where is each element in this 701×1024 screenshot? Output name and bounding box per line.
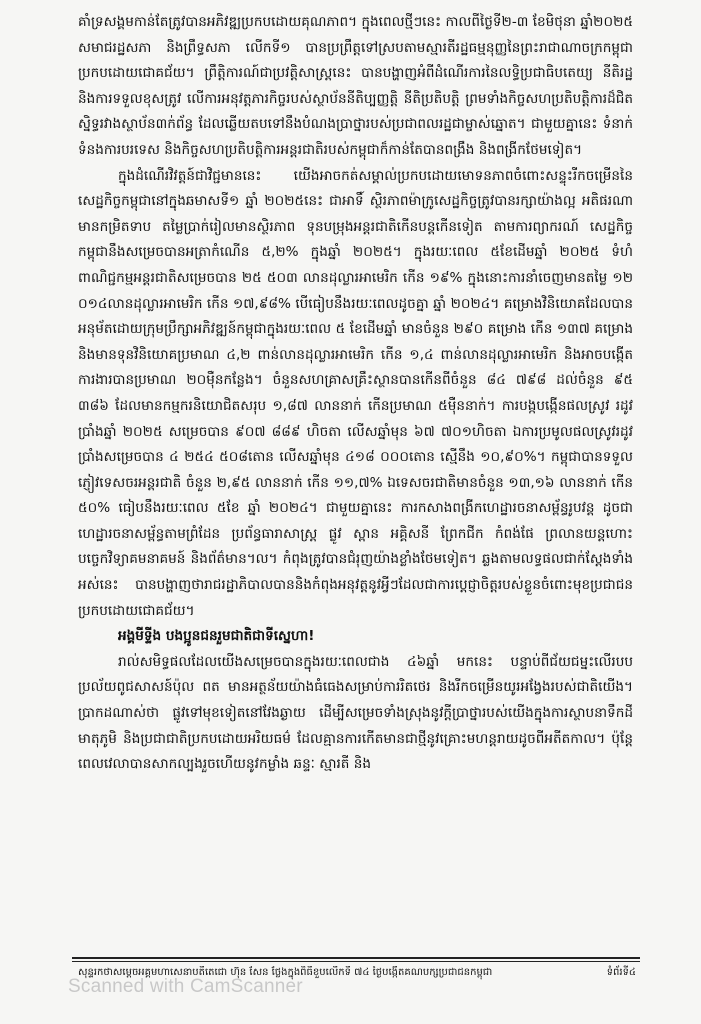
footer-caption: សុន្ទរកថាសម្តេចអគ្គមហាសេនាបតីតេជោ ហ៊ុន សែន ថ្លែងក្នុងពិធីខួបលើកទី ៧៤ ថ្ងៃបង្កើតគណបក្សប្រជាជនកម្ពុជា bbox=[78, 967, 493, 978]
paragraph-2: ក្នុងដំណើរវិវត្តន៍ជាវិជ្ជមាននេះ យើងអាចកត់សម្គាល់ប្រកបដោយមោទនភាពចំពោះសន្ទុះរីកចម្រើននៃសេដ្ឋកិច្ចកម្ពុជានៅក្នុងឆមាសទី១ ឆ្នាំ ២០២៥នេះ ជាអាទិ៍ ស្ថិរភាពម៉ាក្រូសេដ្ឋកិច្ចត្រូវបានរក្សាយ៉ាងល្អ អតិផរណាមានកម្រិតទាប តម្លៃប្រាក់រៀលមានស្ថិរភាព ទុនបម្រុងអន្តរជាតិកើនបន្តកើនទៀត តាមការព្យាករណ៍ សេដ្ឋកិច្ចកម្ពុជានឹងសម្រេចបានអត្រាកំណើន ៥,២% ក្នុងឆ្នាំ ២០២៥។ ក្នុងរយៈពេល ៥ខែដើមឆ្នាំ ២០២៥ ទំហំពាណិជ្ជកម្មអន្តរជាតិសម្រេចបាន ២៥ ៥០៣ លានដុល្លារអាមេរិក កើន ១៩% ក្នុងនោះការនាំចេញមានតម្លៃ ១២ ០១៤លានដុល្លារអាមេរិក កើន ១៧,៩៨% បើធៀបនឹងរយៈពេលដូចគ្នា ឆ្នាំ ២០២៤។ គម្រោងវិនិយោគដែលបានអនុម័តដោយក្រុមប្រឹក្សាអភិវឌ្ឍន៍កម្ពុជាក្នុងរយៈពេល ៥ ខែដើមឆ្នាំ មានចំនួន ២៩០ គម្រោង កើន ១៣៧ គម្រោង និងមានទុនវិនិយោគប្រមាណ ៤,២ ពាន់លានដុល្លារអាមេរិក កើន ១,៤ ពាន់លានដុល្លារអាមេរិក និងអាចបង្កើតការងារបានប្រមាណ ២០ម៉ឺនកន្លែង។ ចំនួនសហគ្រាសគ្រឹះស្ថានបានកើនពីចំនួន ៨៤ ៧៩៨ ដល់ចំនួន ៩៥ ៣៨៦ ដែលមានកម្មករនិយោជិតសរុប ១,៨៧ លាននាក់ កើនប្រមាណ ៥ម៉ឺននាក់។ ការបង្កបង្កើនផលស្រូវ រដូវប្រាំងឆ្នាំ ២០២៥ សម្រេចបាន ៩០៧ ៨៨៩ ហិចតា លើសឆ្នាំមុន ៦៧ ៧០១ហិចតា ឯការប្រមូលផលស្រូវរដូវប្រាំងសម្រេចបាន ៤ ២៥៤ ៥០៨តោន លើសឆ្នាំមុន ៤១៨ ០០០តោន ស្មើនឹង ១០,៩០%។ កម្ពុជាបានទទួលភ្ញៀវទេសចរអន្តរជាតិ ចំនួន ២,៩៥ លាននាក់ កើន ១១,៧% ឯទេសចរជាតិមានចំនួន ១៣,១៦ លាននាក់ កើន ៥០% ធៀបនឹងរយៈពេល ៥ខែ ឆ្នាំ ២០២៤។ ជាមួយគ្នានេះ ការកសាងពង្រីកហេដ្ឋារចនាសម្ព័ន្ធរូបវន្ត ដូចជា ហេដ្ឋារចនាសម្ព័ន្ធតាមព្រំដែន ប្រព័ន្ធធារាសាស្ត្រ ផ្លូវ ស្ពាន អគ្គិសនី ព្រែកជីក កំពង់ផែ ព្រលានយន្តហោះ បច្ចេកវិទ្យាគមនាគមន៍ និងព័ត៌មាន។ល។ កំពុងត្រូវបានជំរុញយ៉ាងខ្លាំងថែមទៀត។ ឆ្លងតាមលទ្ធផលជាក់ស្តែងទាំងអស់នេះ បានបង្ហាញថារាជរដ្ឋាភិបាលបាននិងកំពុងអនុវត្តនូវអ្វីៗដែលជាការប្ដេជ្ញាចិត្តរបស់ខ្លួនចំពោះមុខប្រជាជនប្រកបដោយជោគជ័យ។ bbox=[78, 167, 633, 619]
page-number: ទំព័រទី៤ bbox=[606, 967, 636, 978]
footer-divider bbox=[72, 957, 640, 959]
paragraph-3: រាល់សមិទ្ធផលដែលយើងសម្រេចបានក្នុងរយៈពេលជាង ៤៦ឆ្នាំ មកនេះ បន្ទាប់ពីជ័យជម្នះលើរបបប្រល័យពូជសាសន៍ប៉ុល ពត មានអត្ថន័យយ៉ាងធំធេងសម្រាប់ការរិតថេរ និងរីកចម្រើនយូរអង្វែងរបស់ជាតិយើង។ ប្រាកដណាស់ថា ផ្លូវទៅមុខទៀតនៅវែងឆ្ងាយ ដើម្បីសម្រេចទាំងស្រុងនូវក្តីប្រាថ្នារបស់យើងក្នុងការស្ថាបនាទឹកដីមាតុភូមិ និងប្រជាជាតិប្រកបដោយអរិយធម៌ ដែលគ្មានការកើតមានជាថ្មីនូវគ្រោះមហន្តរាយដូចពីអតីតកាល។ ប៉ុន្តែពេលវេលាបានសាកល្បងរួចហើយនូវកម្លាំង ឆន្ទៈ ស្មារតី និង bbox=[78, 653, 633, 773]
footer-divider-thin bbox=[72, 961, 640, 962]
section-heading: អង្គមីទ្ទីង បងប្អូនជនរួមជាតិជាទីស្នេហា! bbox=[118, 628, 315, 645]
body-text bbox=[78, 10, 633, 778]
paragraph-1: គាំទ្រសង្គមកាន់តែត្រូវបានអភិវឌ្ឍប្រកបដោយគុណភាព។ ក្នុងពេលថ្មីៗនេះ កាលពីថ្ងៃទី២-៣ ខែមិថុនា ឆ្នាំ២០២៥ សមាជរដ្ឋសភា និងព្រឹទ្ធសភា លើកទី១ បានប្រព្រឹត្តទៅស្របតាមស្មារតីរដ្ឋធម្មនុញ្ញនៃព្រះរាជាណាចក្រកម្ពុជាប្រកបដោយជោគជ័យ។ ព្រឹត្តិការណ៍ជាប្រវត្តិសាស្ត្រនេះ បានបង្ហាញអំពីដំណើរការនៃលទ្ធិប្រជាធិបតេយ្យ នីតិរដ្ឋ និងការទទួលខុសត្រូវ លើការអនុវត្តភារកិច្ចរបស់ស្ថាប័ននីតិប្បញ្ញត្តិ នីតិប្រតិបត្តិ ព្រមទាំងកិច្ចសហប្រតិបត្តិការដ៏ជិតស្និទ្ធរវាងស្ថាប័ន៣ក់ព័ន្ធ ដែលឆ្លើយតបទៅនឹងបំណងប្រាថ្នារបស់ប្រជាពលរដ្ឋជាម្ចាស់ឆ្នោត។ ជាមួយគ្នានេះ ទំនាក់ទំនងការបរទេស និងកិច្ចសហប្រតិបត្តិការអន្តរជាតិរបស់កម្ពុជាក៏កាន់តែបានពង្រឹង និងពង្រីកថែមទៀត។ bbox=[78, 14, 633, 158]
scanner-watermark: Scanned with CamScanner bbox=[68, 976, 303, 997]
